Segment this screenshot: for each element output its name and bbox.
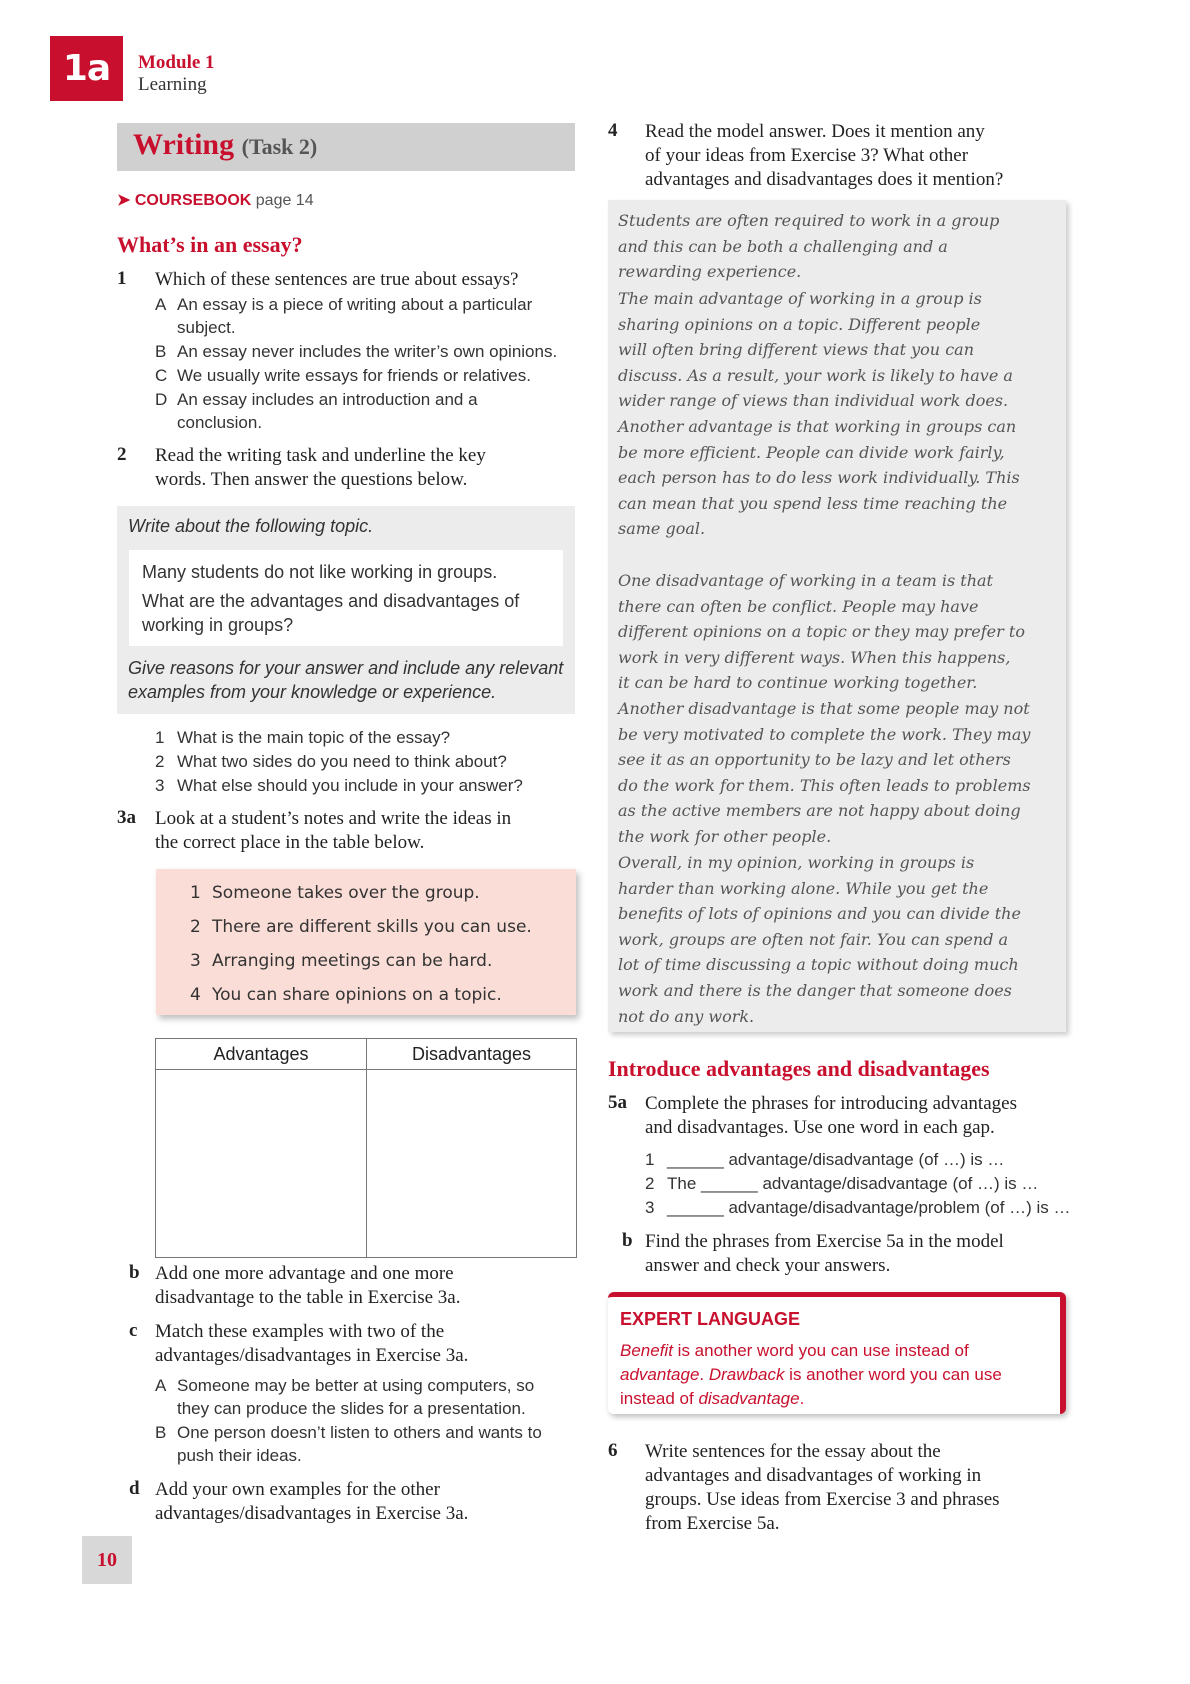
model-line: as the active members are not happy about doing	[618, 801, 1021, 821]
expert-text: .	[799, 1389, 805, 1408]
model-paragraph	[618, 850, 1068, 1029]
expert-term: disadvantage	[698, 1389, 800, 1408]
task-footer-line: Give reasons for your answer and include any relevant	[128, 658, 564, 678]
exercise-sub-letter: b	[129, 1262, 140, 1283]
model-line: The main advantage of working in a group is	[618, 289, 982, 308]
exercise-num: 5	[608, 1092, 618, 1113]
table-divider	[366, 1039, 367, 1257]
model-line: discuss. As a result, your work is likely to have a	[618, 365, 1013, 385]
expert-term: advantage	[620, 1365, 700, 1384]
module-badge: 1a	[50, 36, 123, 101]
exercise-sub-letter: c	[129, 1320, 138, 1341]
model-line: be more efficient. People can divide work fairly,	[618, 442, 1005, 462]
model-answer	[608, 200, 1066, 1032]
model-line: it can be hard to continue working together.	[618, 673, 978, 693]
exercise-sub-letter: b	[622, 1230, 633, 1251]
model-line: harder than working alone. While you get the	[618, 878, 989, 898]
phrase-item	[645, 1148, 1004, 1171]
model-line: Students are often required to work in a group	[618, 211, 1000, 230]
expert-term: Benefit	[620, 1341, 673, 1360]
exercise-number	[608, 1092, 627, 1114]
phrase-item	[645, 1172, 1038, 1195]
model-paragraph	[618, 286, 1068, 542]
option-item	[155, 293, 532, 339]
module-title: Module 1	[138, 52, 215, 73]
option-text: Someone may be better at using computers, so	[177, 1376, 535, 1395]
writing-task-label: (Task 2)	[241, 134, 318, 159]
phrase-text: ______ advantage/disadvantage (of …) is …	[667, 1150, 1005, 1169]
exercise-sub: a	[126, 807, 136, 828]
question-item	[155, 750, 507, 773]
option-text: An essay includes an introduction and a	[177, 390, 478, 409]
exercise-instruction	[155, 1262, 460, 1310]
expert-language-body	[620, 1339, 1050, 1411]
instruction-line: groups. Use ideas from Exercise 3 and phrases	[645, 1489, 1000, 1510]
instruction-line: from Exercise 5a.	[645, 1513, 780, 1534]
phrase-text: The ______ advantage/disadvantage (of …) is …	[667, 1174, 1039, 1193]
expert-text: is another word you can use instead of	[672, 1341, 969, 1360]
option-text: push their ideas.	[177, 1446, 302, 1465]
coursebook-reference	[117, 190, 314, 210]
writing-title-text: Writing	[133, 128, 235, 161]
writing-title	[133, 128, 317, 162]
option-text: conclusion.	[177, 413, 263, 432]
table-header-advantages: Advantages	[156, 1039, 366, 1070]
exercise-instruction: Which of these sentences are true about essays?	[155, 269, 519, 290]
instruction-line: Read the model answer. Does it mention any	[645, 121, 985, 142]
instruction-line: advantages/disadvantages in Exercise 3a.	[155, 1345, 469, 1366]
writing-task-box	[117, 506, 575, 714]
model-line: work in very different ways. When this happens,	[618, 647, 1011, 667]
model-paragraph	[618, 208, 1068, 285]
model-line: rewarding experience.	[618, 262, 802, 282]
option-text: they can produce the slides for a presentation.	[177, 1399, 526, 1418]
writing-title-bar	[117, 123, 575, 171]
exercise-instruction	[155, 1320, 468, 1368]
phrase-item	[645, 1196, 1071, 1219]
instruction-line: advantages and disadvantages does it mention?	[645, 169, 1004, 190]
question-number: 1	[155, 728, 165, 747]
instruction-line: words. Then answer the questions below.	[155, 469, 468, 490]
coursebook-page: page 14	[255, 192, 314, 209]
option-item	[155, 1421, 542, 1467]
model-line: each person has to do less work individually. This	[618, 468, 1020, 488]
model-line: will often bring different views that you can	[618, 340, 974, 360]
page-number: 10	[82, 1536, 132, 1584]
exercise-instruction	[155, 1478, 468, 1526]
instruction-line: Write sentences for the essay about the	[645, 1441, 941, 1462]
instruction-line: Read the writing task and underline the key	[155, 445, 486, 466]
note-text: There are different skills you can use.	[212, 917, 532, 937]
model-line: there can often be conflict. People may have	[618, 596, 979, 616]
model-line: work, groups are often not fair. You can spend a	[618, 929, 1009, 949]
task-topic-box	[129, 550, 563, 646]
task-topic-line: working in groups?	[142, 615, 294, 635]
question-text: What else should you include in your answer?	[177, 776, 523, 795]
phrase-number: 1	[645, 1150, 655, 1169]
module-section: Learning	[138, 74, 207, 95]
option-item	[155, 388, 478, 434]
note-text: Someone takes over the group.	[212, 883, 480, 903]
task-topic-line: Many students do not like working in groups.	[142, 562, 498, 582]
task-footer	[128, 656, 568, 704]
option-letter: D	[155, 390, 168, 409]
expert-language-title: EXPERT LANGUAGE	[620, 1309, 801, 1329]
model-line: wider range of views than individual work does.	[618, 391, 1009, 411]
exercise-instruction	[155, 807, 511, 855]
option-item	[155, 364, 531, 387]
task-header: Write about the following topic.	[128, 516, 374, 536]
expert-term: Drawback	[708, 1365, 785, 1384]
expert-language-box	[608, 1292, 1066, 1414]
note-number: 2	[190, 917, 201, 937]
exercise-num: 3	[117, 807, 127, 828]
instruction-line: Add one more advantage and one more	[155, 1263, 454, 1284]
note-text: Arranging meetings can be hard.	[212, 951, 493, 971]
question-text: What two sides do you need to think about?	[177, 752, 507, 771]
model-line: not do any work.	[618, 1006, 755, 1026]
instruction-line: advantages and disadvantages of working in	[645, 1465, 982, 1486]
instruction-line: Add your own examples for the other	[155, 1479, 440, 1500]
option-letter: A	[155, 295, 167, 314]
exercise-instruction	[155, 444, 486, 492]
expert-text: instead of	[620, 1389, 699, 1408]
phrase-text: ______ advantage/disadvantage/problem (of …) is …	[667, 1198, 1071, 1217]
instruction-line: of your ideas from Exercise 3? What other	[645, 145, 969, 166]
exercise-instruction	[645, 1230, 1004, 1278]
question-number: 2	[155, 752, 165, 771]
note-item	[190, 917, 532, 937]
instruction-line: the correct place in the table below.	[155, 832, 425, 853]
model-line: Another disadvantage is that some people may not	[618, 698, 1030, 718]
table-header-disadvantages: Disadvantages	[367, 1039, 576, 1070]
phrase-number: 3	[645, 1198, 655, 1217]
exercise-instruction	[645, 120, 1003, 192]
instruction-line: Match these examples with two of the	[155, 1321, 445, 1342]
question-item	[155, 774, 523, 797]
note-number: 4	[190, 985, 201, 1005]
option-text: An essay never includes the writer’s own opinions.	[177, 342, 558, 361]
expert-text: is another word you can use	[784, 1365, 1002, 1384]
exercise-instruction	[645, 1440, 1000, 1536]
exercise-number: 1	[117, 268, 127, 289]
option-letter: B	[155, 1423, 167, 1442]
model-line: sharing opinions on a topic. Different people	[618, 314, 981, 334]
option-item	[155, 1374, 534, 1420]
section-heading-introduce: Introduce advantages and disadvantages	[608, 1056, 990, 1081]
note-item	[190, 951, 492, 971]
instruction-line: Complete the phrases for introducing advantages	[645, 1093, 1017, 1114]
model-line: and this can be both a challenging and a	[618, 236, 948, 256]
instruction-line: advantages/disadvantages in Exercise 3a.	[155, 1503, 469, 1524]
note-item	[190, 883, 480, 903]
note-number: 3	[190, 951, 201, 971]
expert-text: .	[699, 1365, 709, 1384]
model-line: same goal.	[618, 519, 706, 539]
advantages-table	[155, 1038, 577, 1258]
model-line: can mean that you spend less time reaching the	[618, 493, 1008, 513]
instruction-line: answer and check your answers.	[645, 1255, 891, 1276]
model-line: do the work for them. This often leads to problems	[618, 775, 1031, 795]
model-line: the work for other people.	[618, 826, 832, 846]
model-line: be very motivated to complete the work. They may	[618, 724, 1031, 744]
model-paragraph	[618, 568, 1068, 850]
exercise-number: 4	[608, 120, 618, 141]
note-number: 1	[190, 883, 201, 903]
exercise-sub: a	[617, 1092, 627, 1113]
option-text: An essay is a piece of writing about a particular	[177, 295, 533, 314]
option-item	[155, 340, 557, 363]
exercise-number: 6	[608, 1440, 618, 1461]
coursebook-label: COURSEBOOK	[134, 192, 252, 209]
phrase-number: 2	[645, 1174, 655, 1193]
note-item	[190, 985, 502, 1005]
student-notes	[156, 869, 576, 1015]
option-text: subject.	[177, 318, 236, 337]
option-text: We usually write essays for friends or relatives.	[177, 366, 531, 385]
option-letter: A	[155, 1376, 167, 1395]
model-line: work and there is the danger that someone does	[618, 980, 1012, 1000]
model-line: Overall, in my opinion, working in groups is	[618, 853, 975, 872]
model-line: One disadvantage of working in a team is that	[618, 571, 993, 590]
instruction-line: Find the phrases from Exercise 5a in the model	[645, 1231, 1004, 1252]
question-text: What is the main topic of the essay?	[177, 728, 451, 747]
model-line: Another advantage is that working in groups can	[618, 416, 1017, 436]
option-letter: C	[155, 366, 168, 385]
task-topic-line: What are the advantages and disadvantages of	[142, 591, 520, 611]
question-number: 3	[155, 776, 165, 795]
instruction-line: disadvantage to the table in Exercise 3a.	[155, 1287, 461, 1308]
note-text: You can share opinions on a topic.	[212, 985, 502, 1005]
model-line: see it as an opportunity to be lazy and let others	[618, 750, 1011, 770]
instruction-line: Look at a student’s notes and write the ideas in	[155, 808, 512, 829]
task-footer-line: examples from your knowledge or experience.	[128, 682, 497, 702]
exercise-number	[117, 807, 136, 829]
option-text: One person doesn’t listen to others and wants to	[177, 1423, 542, 1442]
option-letter: B	[155, 342, 167, 361]
model-line: lot of time discussing a topic without doing much	[618, 955, 1019, 975]
arrow-icon: ➤	[117, 192, 131, 209]
model-line: benefits of lots of opinions and you can divide the	[618, 904, 1021, 924]
exercise-sub-letter: d	[129, 1478, 140, 1499]
exercise-number: 2	[117, 444, 127, 465]
model-line: different opinions on a topic or they may prefer to	[618, 622, 1025, 642]
section-heading-essay: What’s in an essay?	[117, 232, 303, 257]
exercise-instruction	[645, 1092, 1017, 1140]
instruction-line: and disadvantages. Use one word in each gap.	[645, 1117, 995, 1138]
question-item	[155, 726, 450, 749]
